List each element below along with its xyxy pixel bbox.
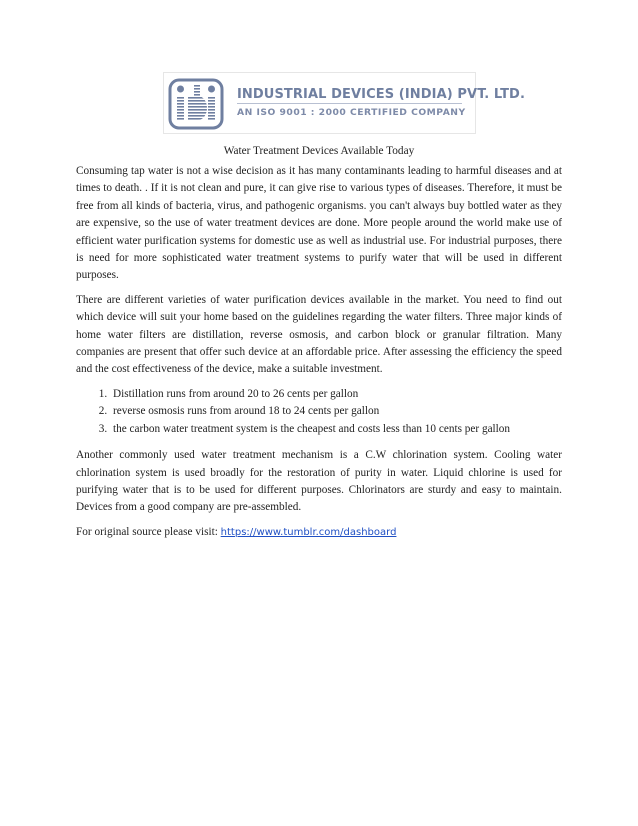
paragraph-intro: Consuming tap water is not a wise decision as it has many contaminants leading to harmful diseases and at times to death. . If it is not clean and pure, it can give rise to various types of diseases. Therefore, it must be free from all kinds of bacteria, virus, and pathogenic organisms. you can't always buy bottled water as they are expensive, so the use of water treatment devices are done. More people around the world make use of efficient water purification systems for domestic use as well as industrial use. For industrial purposes, there is need for more sophisticated water treatment systems to purify water that will be used in different purposes. — [76, 165, 562, 282]
source-label: For original source please visit: — [76, 525, 221, 538]
cost-list — [76, 386, 562, 438]
company-logo-banner — [163, 72, 525, 134]
paragraph-chlorination: Another commonly used water treatment mechanism is a C.W chlorination system. Cooling water chlorination system is used broadly for the restoration of purity in water. Liquid chlorine is used for purifying water that is to be used for different purposes. Chlorinators are sturdy and easy to maintain. Devices from a good company are pre-assembled. — [76, 449, 562, 514]
paragraph-varieties: There are different varieties of water purification devices available in the market. You need to find out which device will suit your home based on the guidelines regarding the water filters. Three major kinds of home water filters are distillation, reverse osmosis, and carbon block or granular filtration. Many companies are present that offer such device at an affordable price. After assessing the efficiency the speed and the cost effectiveness of the device, make a suitable investment. — [76, 293, 562, 376]
list-item: 3. the carbon water treatment system is the cheapest and costs less than 10 cents per gallon — [110, 421, 562, 438]
logo-company-name: INDUSTRIAL DEVICES (INDIA) PVT. LTD. — [237, 87, 525, 102]
logo-certification: AN ISO 9001 : 2000 CERTIFIED COMPANY — [237, 107, 466, 118]
source-link[interactable]: https://www.tumblr.com/dashboard — [220, 526, 397, 538]
source-line — [76, 524, 562, 541]
document-body — [76, 163, 562, 541]
company-monogram-icon — [168, 76, 224, 132]
list-item: 2. reverse osmosis runs from around 18 to 24 cents per gallon — [110, 403, 562, 420]
logo-divider — [237, 103, 462, 104]
document-title: Water Treatment Devices Available Today — [223, 145, 415, 157]
list-item: 1. Distillation runs from around 20 to 26 cents per gallon — [110, 386, 562, 403]
